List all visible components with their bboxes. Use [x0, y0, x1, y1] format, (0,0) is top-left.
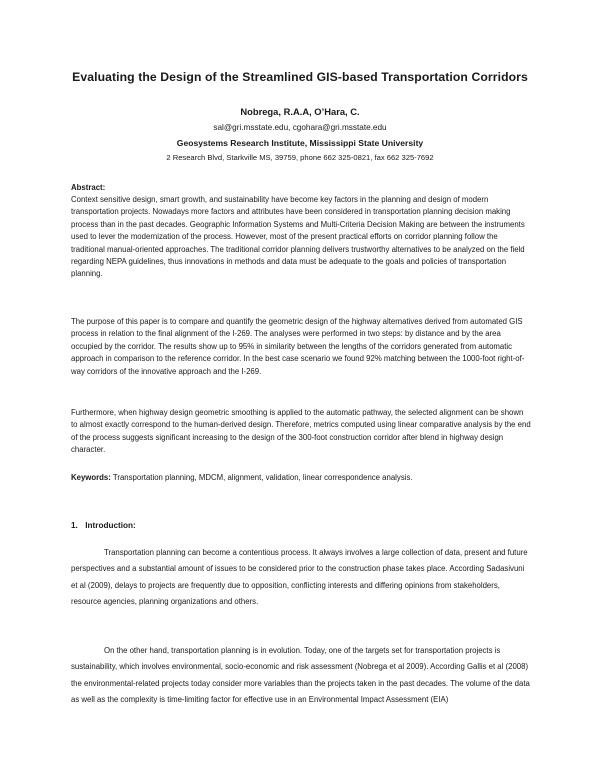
section-heading-introduction [71, 521, 136, 530]
introduction-paragraph-1: Transportation planning can become a contentious process. It always involves a large collection of data, present and future perspectives and a substantial amount of issues to be considered prior to the construction phase takes place. According Sadasivuni et al (2009), delays to projects are frequently due to opposition, conflicting interests and differing opinions from stakeholders, resource agencies, planning organizations and others. [71, 548, 528, 607]
keywords-text: Transportation planning, MDCM, alignment, validation, linear correspondence analysis. [110, 473, 413, 482]
section-title: Introduction: [85, 521, 136, 530]
author-emails: sal@gri.msstate.edu, cgohara@gri.msstate.edu [213, 123, 387, 132]
abstract-paragraph-2: The purpose of this paper is to compare and quantify the geometric design of the highway alternatives derived from automated GIS process in relation to the final alignment of the I-269. The analyses were performed in two steps: by distance and by the area occupied by the corridor. The results show up to 95% in similarity between the lengths of the corridors generated from automatic approach in comparison to the reference corridor. In the best case scenario we found 92% matching between the 1000-foot right-of-way corridors of the innovative approach and the I-269. [71, 317, 525, 376]
section-number: 1. [71, 521, 78, 530]
keywords-line [71, 472, 531, 484]
abstract-paragraph-3: Furthermore, when highway design geometric smoothing is applied to the automatic pathway, the selected alignment can be shown to almost exactly correspond to the human-derived design. Therefore, metrics computed using linear comparative analysis by the end of the process suggests significant increasing to the design of the 300-foot construction corridor after blend in highway design character. [71, 408, 531, 455]
abstract-paragraph-1: Context sensitive design, smart growth, and sustainability have become key factors in the planning and design of modern transportation projects. Nowadays more factors and attributes have been considered in transportation planning decision making process than in the past decades. Geographic Information Systems and Multi-Criteria Decision Making are between the instruments used to lever the modernization of the process. However, most of the present practical efforts on corridor planning follow the traditional manual-oriented approaches. The traditional corridor planning delivers trustworthy alternatives to be analyzed on the field regarding NEPA guidelines, thus innovations in methods and data must be adequate to the goals and policies of transportation planning. [71, 195, 525, 279]
abstract-heading: Abstract: [71, 183, 106, 192]
author-address: 2 Research Blvd, Starkville MS, 39759, phone 662 325-0821, fax 662 325-7692 [166, 153, 434, 162]
paper-title: Evaluating the Design of the Streamlined GIS-based Transportation Corridors [72, 70, 528, 84]
author-institution: Geosystems Research Institute, Mississippi State University [176, 138, 424, 148]
keywords-label: Keywords: [71, 473, 111, 482]
paper-authors: Nobrega, R.A.A, O’Hara, C. [240, 106, 360, 117]
introduction-paragraph-2: On the other hand, transportation planning is in evolution. Today, one of the targets set for transportation projects is sustainability, which involves environmental, socio-economic and risk assessment (Nobrega et al 2009). According Gallis et al (2008) the environmental-related projects today consider more variables than the projects taken in the past decades. The volume of the data as well as the complexity is time-limiting factor for effective use in an Environmental Impact Assessment (EIA) [71, 646, 530, 705]
